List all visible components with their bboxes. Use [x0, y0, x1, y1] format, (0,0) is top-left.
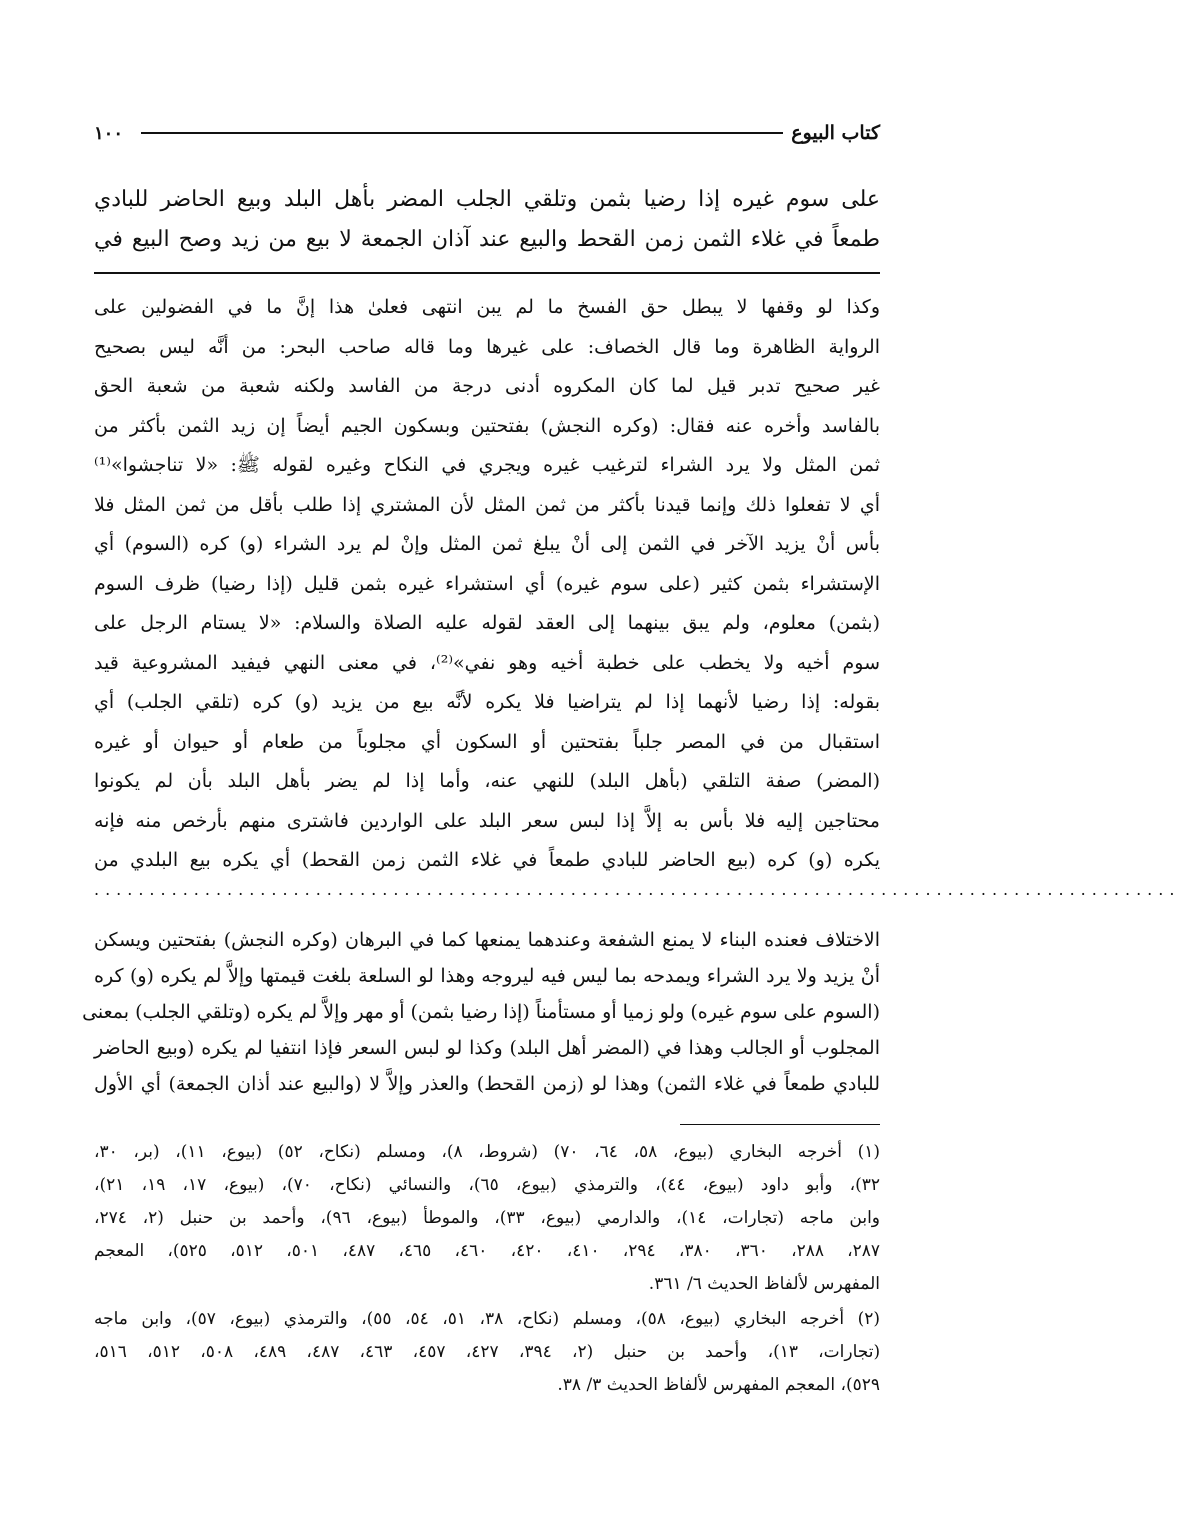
footnote-1 [94, 1136, 880, 1301]
footnote-line: (٢) أخرجه البخاري (بيوع، ٥٨)، ومسلم (نكاح، ٣٨، ٥١، ٥٤، ٥٥)، والترمذي (بيوع، ٥٧)، وابن ماجه [94, 1309, 881, 1329]
gloss-line: (السوم على سوم غيره) ولو زميا أو مستأمناً (إذا رضيا بثمن) أو مهر وإلاَّ لم يكره (وتلقي الجلب) بمعنى [82, 1001, 880, 1023]
commentary-line: (المضر) صفة التلقي (بأهل البلد) للنهي عنه، وأما إذا لم يضر بأهل البلد بأن لم يكونوا [94, 770, 880, 792]
book-page [82, 0, 1180, 1521]
commentary-line: استقبال من في المصر جلباً بفتحتين أو السكون أي مجلوباً من طعام أو حيوان أو غيره [94, 730, 880, 753]
footnote-2 [94, 1303, 880, 1402]
commentary-line: ثمن المثل ولا يرد الشراء لترغيب غيره ويجري في النكاح وغيره لقوله ﷺ: «لا تناجشوا»⁽¹⁾ [94, 454, 880, 476]
commentary-line: بأس أنْ يزيد الآخر في الثمن إلى أنْ يبلغ ثمن المثل وإنْ لم يرد الشراء (و) كره (السوم) أي [94, 533, 880, 555]
footnote-line: وابن ماجه (تجارات، ١٤)، والدارمي (بيوع، ٣٣)، والموطأ (بيوع، ٩٦)، وأحمد بن حنبل (٢، ٢٧٤، [94, 1208, 881, 1228]
commentary-line: يكره (و) كره (بيع الحاضر للبادي طمعاً في غلاء الثمن زمن القحط) أي يكره بيع البلدي من [94, 849, 880, 871]
gloss-text [82, 922, 880, 1102]
header-rule [141, 132, 783, 134]
commentary-line: سوم أخيه ولا يخطب على خطبة أخيه وهو نفي»⁽²⁾، في معنى النهي فيفيد المشروعية قيد [94, 651, 881, 674]
matn-text [94, 180, 880, 260]
matn-line: طمعاً في غلاء الثمن زمن القحط والبيع عند آذان الجمعة لا بيع من زيد وصح البيع في [94, 227, 880, 252]
gloss-line: المجلوب أو الجالب وهذا في (المضر أهل البلد) وكذا لو لبس السعر فإذا انتفيا لم يكره (وبيع الحاضر [94, 1037, 880, 1059]
commentary-line: الرواية الظاهرة وما قال الخصاف: على غيرها وما قاله صاحب البحر: من أنَّه ليس بصحيح [94, 335, 880, 358]
matn-divider [94, 272, 880, 274]
footnote-line: المفهرس لألفاظ الحديث ٦/ ٣٦١. [648, 1274, 880, 1294]
gloss-line: الاختلاف فعنده البناء لا يمنع الشفعة وعندهما يمنعها كما في البرهان (وكره النجش) بفتحتين ويسكن [94, 929, 880, 951]
running-header [94, 118, 880, 148]
commentary-line: الإستشراء بثمن كثير (على سوم غيره) أي استشراء غيره بثمن قليل (إذا رضيا) ظرف السوم [94, 572, 880, 595]
footnote-line: ٣٢)، وأبو داود (بيوع، ٤٤)، والترمذي (بيوع، ٦٥)، والنسائي (نكاح، ٧٠)، (بيوع، ١٧، ١٩، ٢١)، [94, 1175, 881, 1195]
commentary-line: غير صحيح تدبر قيل لما كان المكروه أدنى درجة من الفاسد ولكنه شعبة من شعبة الحق [94, 375, 880, 397]
commentary-line: أي لا تفعلوا ذلك وإنما قيدنا بأكثر من ثمن المثل لأن المشتري إذا طلب بأقل من ثمن المثل فلا [94, 493, 880, 516]
commentary-line: وكذا لو وقفها لا يبطل حق الفسخ ما لم يبن انتهى فعلىٰ هذا إنَّ ما في الفضولين على [94, 296, 880, 318]
commentary-line: (بثمن) معلوم، ولم يبق بينهما إلى العقد لقوله عليه الصلاة والسلام: «لا يستام الرجل على [94, 612, 880, 634]
commentary-text [94, 288, 880, 881]
gloss-line: للبادي طمعاً في غلاء الثمن) وهذا لو (زمن القحط) والعذر وإلاَّ لا (والبيع عند أذان الجمعة) أي الأول [94, 1073, 880, 1095]
book-title: كتاب البيوع [791, 122, 880, 144]
gloss-line: أنْ يزيد ولا يرد الشراء ويمدحه بما ليس فيه ليروجه وهذا لو السلعة بلغت قيمتها وإلاَّ لم يكره (و) كره [94, 965, 880, 987]
page-number: ١٠٠ [94, 122, 124, 144]
footnote-line: ٢٨٧، ٢٨٨، ٣٦٠، ٣٨٠، ٢٩٤، ٤١٠، ٤٢٠، ٤٦٠، ٤٦٥، ٤٨٧، ٥٠١، ٥١٢، ٥٢٥)، المعجم [94, 1241, 881, 1261]
footnote-rule [680, 1124, 880, 1125]
matn-line: على سوم غيره إذا رضيا بثمن وتلقي الجلب المضر بأهل البلد وبيع الحاضر للبادي [94, 187, 880, 212]
commentary-line: محتاجين إليه فلا بأس به إلاَّ إذا لبس سعر البلد على الواردين فاشترى منهم بأرخص منه فإنه [94, 809, 880, 832]
dotted-separator: .................................................................................................. [94, 880, 1180, 899]
footnote-line: (تجارات، ١٣)، وأحمد بن حنبل (٢، ٣٩٤، ٤٢٧، ٤٥٧، ٤٦٣، ٤٨٧، ٤٨٩، ٥٠٨، ٥١٢، ٥١٦، [94, 1342, 881, 1362]
commentary-line: بالفاسد وأخره عنه فقال: (وكره النجش) بفتحتين وبسكون الجيم أيضاً إن زيد الثمن بأكثر من [94, 414, 880, 437]
commentary-line: بقوله: إذا رضيا لأنهما إذا لم يتراضيا فلا يكره لأنَّه بيع من يزيد (و) كره (تلقي الجلب) أي [94, 691, 880, 713]
footnote-line: ٥٢٩)، المعجم المفهرس لألفاظ الحديث ٣/ ٣٨. [557, 1375, 880, 1395]
footnote-line: (١) أخرجه البخاري (بيوع، ٥٨، ٦٤، ٧٠) (شروط، ٨)، ومسلم (نكاح، ٥٢) (بيوع، ١١)، (بر، ٣٠، [94, 1142, 881, 1162]
footnotes [94, 1136, 880, 1402]
